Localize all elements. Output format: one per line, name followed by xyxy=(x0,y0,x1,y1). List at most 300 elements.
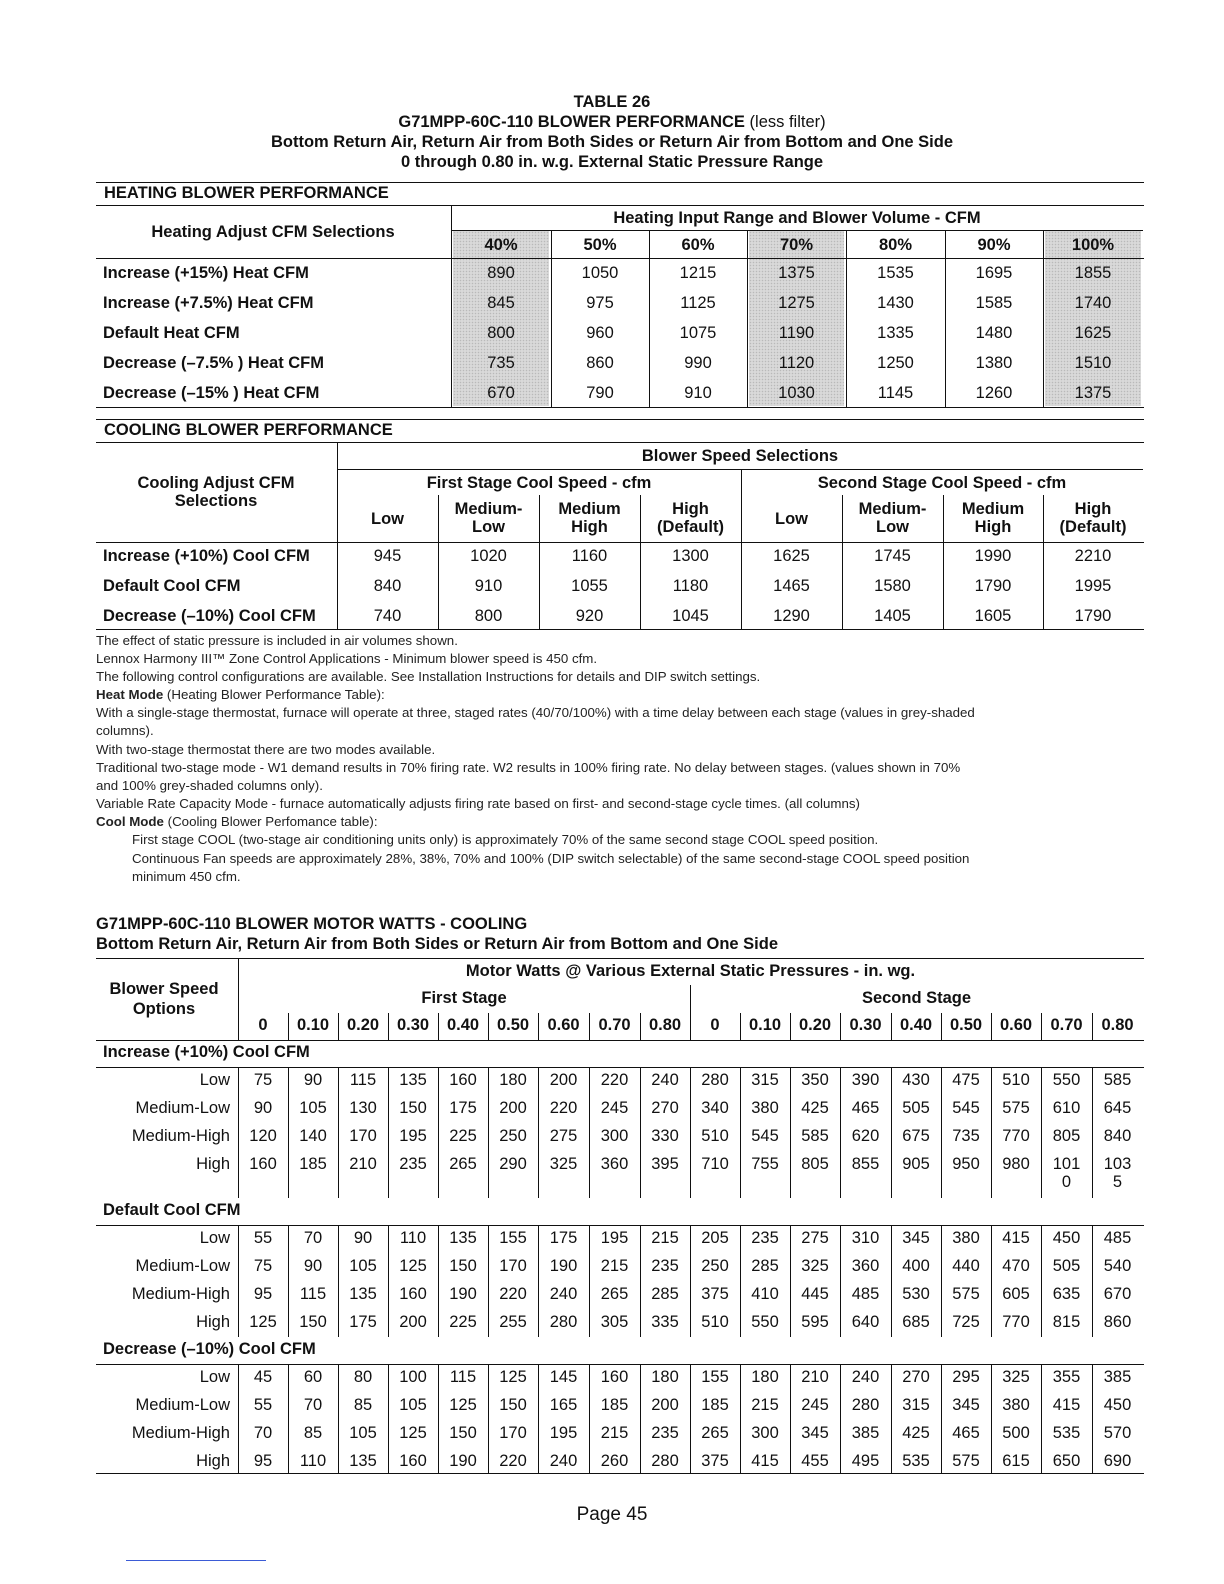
watts-cell: 325 xyxy=(1002,1368,1030,1386)
watts-cell: 170 xyxy=(349,1127,377,1145)
watts-group-label: Increase (+10%) Cool CFM xyxy=(103,1043,310,1061)
watts-pressure-divider xyxy=(1041,1013,1042,1040)
watts-pressure-header: 0.30 xyxy=(849,1016,882,1034)
watts-cell: 175 xyxy=(349,1313,377,1331)
watts-cell: 645 xyxy=(1103,1099,1132,1117)
cooling-cell: 1625 xyxy=(773,547,810,565)
watts-cell: 470 xyxy=(1002,1257,1030,1275)
watts-cell: 45 xyxy=(253,1368,273,1386)
watts-cell: 120 xyxy=(249,1127,277,1145)
watts-group-header: Motor Watts @ Various External Static Pressures - in. wg. xyxy=(465,962,916,980)
heating-cell: 1375 xyxy=(1074,384,1112,402)
cooling-bottom-rule xyxy=(96,629,1144,630)
watts-pressure-divider xyxy=(1092,1013,1093,1040)
watts-cell: 855 xyxy=(851,1155,880,1173)
watts-title: G71MPP-60C-110 BLOWER MOTOR WATTS - COOLING xyxy=(96,915,528,933)
watts-cell: 220 xyxy=(549,1099,578,1117)
watts-cell-wrap: 0 xyxy=(1061,1173,1072,1191)
watts-cell: 105 xyxy=(349,1257,377,1275)
watts-row-label: High xyxy=(196,1155,230,1173)
watts-row-label: Medium-Low xyxy=(135,1099,230,1117)
cooling-row-label: Increase (+10%) Cool CFM xyxy=(103,547,310,565)
watts-cell: 710 xyxy=(701,1155,729,1173)
watts-cell: 90 xyxy=(303,1071,323,1089)
heating-column-header: 60% xyxy=(681,236,715,254)
watts-cell: 905 xyxy=(902,1155,930,1173)
cooling-column-header: Low xyxy=(775,510,808,528)
heating-cell: 910 xyxy=(684,384,712,402)
note-traditional: Traditional two-stage mode - W1 demand results in 70% firing rate. W2 results in 100% firing rate. No delay between stages. (values shown in 70% xyxy=(96,760,961,775)
heating-cell: 1215 xyxy=(679,264,717,282)
cooling-first-stage-header: First Stage Cool Speed - cfm xyxy=(426,474,652,492)
heating-cell: 1535 xyxy=(877,264,914,282)
cooling-group-header: Blower Speed Selections xyxy=(641,447,839,465)
watts-pressure-divider xyxy=(388,1013,389,1040)
heating-cell: 1335 xyxy=(877,324,914,342)
cooling-header-rule xyxy=(96,542,1144,543)
cooling-second-stage-header: Second Stage Cool Speed - cfm xyxy=(817,474,1067,492)
watts-row-label: Medium-High xyxy=(131,1424,230,1442)
table-title-model: G71MPP-60C-110 BLOWER PERFORMANCE xyxy=(398,113,745,131)
watts-cell: 455 xyxy=(801,1452,829,1470)
heating-cell: 1145 xyxy=(877,384,914,402)
heating-subheader-rule xyxy=(451,230,1143,231)
watts-cell: 505 xyxy=(1052,1257,1081,1275)
watts-group-rule xyxy=(96,1364,1144,1365)
note-configurations: The following control configurations are available. See Installation Instructions for details and DIP switch settings. xyxy=(96,669,761,684)
watts-cell: 180 xyxy=(651,1368,679,1386)
watts-cell: 105 xyxy=(299,1099,327,1117)
cooling-column-header: Low xyxy=(876,518,909,536)
watts-cell: 770 xyxy=(1002,1127,1030,1145)
watts-group-label: Decrease (–10%) Cool CFM xyxy=(103,1340,316,1358)
watts-cell: 155 xyxy=(499,1229,527,1247)
watts-cell: 445 xyxy=(801,1285,829,1303)
heating-column-divider xyxy=(945,231,946,407)
watts-cell: 100 xyxy=(399,1368,427,1386)
watts-cell: 815 xyxy=(1052,1313,1081,1331)
watts-cell: 280 xyxy=(701,1071,729,1089)
watts-cell: 585 xyxy=(801,1127,829,1145)
watts-pressure-header: 0.60 xyxy=(547,1016,580,1034)
watts-cell: 325 xyxy=(549,1155,578,1173)
watts-bottom-rule xyxy=(96,1473,1144,1474)
cooling-cell: 2210 xyxy=(1074,547,1112,565)
watts-cell: 215 xyxy=(651,1229,679,1247)
cooling-cell: 920 xyxy=(575,607,604,625)
watts-cell: 805 xyxy=(801,1155,829,1173)
watts-cell: 270 xyxy=(651,1099,679,1117)
cooling-column-header: (Default) xyxy=(1059,518,1127,536)
watts-cell: 95 xyxy=(253,1452,273,1470)
watts-cell: 595 xyxy=(801,1313,829,1331)
watts-cell: 235 xyxy=(751,1229,779,1247)
watts-cell: 735 xyxy=(952,1127,980,1145)
watts-cell: 170 xyxy=(499,1424,527,1442)
watts-cell: 125 xyxy=(399,1257,427,1275)
watts-cell: 345 xyxy=(952,1396,980,1414)
cooling-column-header: Low xyxy=(371,510,404,528)
watts-cell: 620 xyxy=(851,1127,880,1145)
watts-cell: 200 xyxy=(399,1313,427,1331)
watts-cell: 755 xyxy=(751,1155,779,1173)
watts-row-label: Medium-Low xyxy=(135,1396,230,1414)
heating-row-label: Decrease (–7.5% ) Heat CFM xyxy=(103,354,325,372)
cooling-row-header: Selections xyxy=(174,492,258,510)
watts-cell: 770 xyxy=(1002,1313,1030,1331)
watts-pressure-header: 0.20 xyxy=(346,1016,380,1034)
heating-column-header: 70% xyxy=(779,236,814,254)
heating-cell: 670 xyxy=(487,384,515,402)
watts-cell: 280 xyxy=(651,1452,679,1470)
cooling-cell: 1290 xyxy=(773,607,810,625)
watts-cell: 485 xyxy=(1103,1229,1132,1247)
watts-cell: 980 xyxy=(1002,1155,1030,1173)
heating-column-header: 40% xyxy=(484,236,518,254)
watts-pressure-header: 0.80 xyxy=(1101,1016,1134,1034)
heating-cell: 1430 xyxy=(877,294,914,312)
watts-cell: 90 xyxy=(303,1257,323,1275)
watts-cell: 195 xyxy=(600,1229,629,1247)
cooling-cell: 1300 xyxy=(672,547,709,565)
watts-cell: 145 xyxy=(549,1368,578,1386)
watts-pressure-divider xyxy=(840,1013,841,1040)
note-continuous-fan-cont: minimum 450 cfm. xyxy=(132,869,241,884)
watts-cell: 385 xyxy=(1103,1368,1132,1386)
watts-cell: 335 xyxy=(651,1313,679,1331)
heating-cell: 1275 xyxy=(778,294,815,312)
watts-cell: 103 xyxy=(1103,1155,1132,1173)
watts-cell: 330 xyxy=(651,1127,679,1145)
heating-cell: 1125 xyxy=(680,294,716,312)
watts-row-label: Low xyxy=(199,1071,230,1089)
watts-cell: 185 xyxy=(600,1396,629,1414)
heating-cell: 960 xyxy=(586,324,614,342)
note-heat-mode xyxy=(96,687,1146,703)
watts-cell: 90 xyxy=(253,1099,273,1117)
watts-cell: 355 xyxy=(1052,1368,1081,1386)
watts-group-rule xyxy=(96,1225,1144,1226)
cooling-cell: 1180 xyxy=(672,577,709,595)
cooling-cell: 1790 xyxy=(974,577,1012,595)
cooling-group-rule xyxy=(337,469,1143,470)
cooling-row-label: Default Cool CFM xyxy=(103,577,241,595)
watts-cell: 495 xyxy=(851,1452,880,1470)
watts-cell: 690 xyxy=(1103,1452,1132,1470)
watts-cell: 540 xyxy=(1103,1257,1132,1275)
watts-group-rule xyxy=(96,1067,1144,1068)
heating-cell: 1695 xyxy=(975,264,1013,282)
watts-cell: 240 xyxy=(851,1368,880,1386)
watts-cell: 440 xyxy=(952,1257,980,1275)
watts-cell: 550 xyxy=(1052,1071,1081,1089)
cool-mode-text: (Cooling Blower Perfomance table): xyxy=(163,814,378,829)
watts-cell: 475 xyxy=(952,1071,980,1089)
heating-cell: 1480 xyxy=(975,324,1013,342)
watts-cell: 245 xyxy=(600,1099,629,1117)
watts-cell: 605 xyxy=(1002,1285,1030,1303)
watts-cell: 110 xyxy=(299,1452,327,1470)
watts-cell: 150 xyxy=(499,1396,527,1414)
cooling-column-header: High xyxy=(974,518,1012,536)
watts-cell: 235 xyxy=(651,1257,679,1275)
heating-cell: 1120 xyxy=(778,354,815,372)
watts-cell: 585 xyxy=(1103,1071,1132,1089)
watts-cell: 635 xyxy=(1052,1285,1081,1303)
footer-rule xyxy=(126,1560,266,1561)
watts-cell: 485 xyxy=(851,1285,880,1303)
heating-cell: 845 xyxy=(487,294,515,312)
heating-cell: 1380 xyxy=(975,354,1013,372)
watts-cell: 415 xyxy=(1002,1229,1030,1247)
heating-column-header: 80% xyxy=(878,236,913,254)
note-two-stage: With two-stage thermostat there are two modes available. xyxy=(96,742,436,757)
watts-cell: 240 xyxy=(549,1285,578,1303)
watts-cell: 210 xyxy=(801,1368,829,1386)
watts-cell: 95 xyxy=(253,1285,273,1303)
watts-cell: 105 xyxy=(349,1424,377,1442)
watts-cell: 360 xyxy=(851,1257,880,1275)
watts-cell: 150 xyxy=(449,1257,477,1275)
heating-section-header: HEATING BLOWER PERFORMANCE xyxy=(96,182,1144,206)
watts-cell: 545 xyxy=(952,1099,980,1117)
heating-column-divider xyxy=(846,231,847,407)
watts-cell: 505 xyxy=(902,1099,930,1117)
watts-row-label: Medium-Low xyxy=(135,1257,230,1275)
cooling-column-header: High xyxy=(1074,500,1112,518)
watts-pressure-divider xyxy=(790,1013,791,1040)
watts-cell: 725 xyxy=(952,1313,980,1331)
watts-cell: 55 xyxy=(253,1229,273,1247)
watts-pressure-header: 0.50 xyxy=(949,1016,983,1034)
cooling-cell: 1055 xyxy=(571,577,608,595)
watts-pressure-header: 0.30 xyxy=(396,1016,430,1034)
watts-cell: 310 xyxy=(851,1229,880,1247)
watts-cell: 675 xyxy=(902,1127,930,1145)
watts-cell: 465 xyxy=(851,1099,880,1117)
watts-cell: 210 xyxy=(349,1155,377,1173)
watts-cell: 165 xyxy=(549,1396,578,1414)
cooling-column-header: High xyxy=(571,518,608,536)
watts-cell: 85 xyxy=(353,1396,373,1414)
watts-row-header: Options xyxy=(132,1000,196,1018)
watts-cell: 545 xyxy=(751,1127,779,1145)
watts-cell: 255 xyxy=(499,1313,527,1331)
heating-bottom-rule xyxy=(96,407,1144,408)
watts-cell: 140 xyxy=(299,1127,327,1145)
cooling-row-header: Cooling Adjust CFM xyxy=(137,474,295,492)
watts-row-label: Low xyxy=(199,1229,230,1247)
watts-cell: 200 xyxy=(651,1396,679,1414)
watts-cell: 535 xyxy=(902,1452,930,1470)
watts-cell: 530 xyxy=(902,1285,930,1303)
table-number: TABLE 26 xyxy=(573,93,651,111)
watts-cell: 400 xyxy=(902,1257,930,1275)
watts-cell: 115 xyxy=(349,1071,377,1089)
heating-cell: 860 xyxy=(586,354,614,372)
heating-cell: 1855 xyxy=(1074,264,1112,282)
watts-pressure-header: 0 xyxy=(258,1016,268,1034)
watts-cell: 610 xyxy=(1052,1099,1081,1117)
watts-cell: 415 xyxy=(751,1452,779,1470)
watts-group-label: Default Cool CFM xyxy=(103,1201,241,1219)
heating-column-divider xyxy=(1043,231,1044,407)
watts-cell: 190 xyxy=(549,1257,578,1275)
watts-cell: 805 xyxy=(1052,1127,1081,1145)
watts-cell: 75 xyxy=(253,1071,273,1089)
heating-column-header: 50% xyxy=(583,236,617,254)
note-continuous-fan: Continuous Fan speeds are approximately 28%, 38%, 70% and 100% (DIP switch selectable) of the same second-stage COOL speed position xyxy=(132,851,970,866)
watts-cell: 415 xyxy=(1052,1396,1081,1414)
watts-cell: 280 xyxy=(851,1396,880,1414)
watts-pressure-header: 0.70 xyxy=(1050,1016,1083,1034)
watts-cell: 125 xyxy=(499,1368,527,1386)
watts-cell: 185 xyxy=(299,1155,327,1173)
watts-cell: 105 xyxy=(399,1396,427,1414)
heat-mode-text: (Heating Blower Performance Table): xyxy=(163,687,385,702)
cooling-cell: 1045 xyxy=(672,607,709,625)
watts-cell: 135 xyxy=(349,1452,377,1470)
watts-cell: 570 xyxy=(1103,1424,1132,1442)
heating-cell: 1030 xyxy=(778,384,815,402)
heating-header-rule xyxy=(96,258,1144,259)
heating-cell: 790 xyxy=(586,384,614,402)
cooling-cell: 1020 xyxy=(470,547,507,565)
cooling-cell: 1580 xyxy=(874,577,911,595)
heating-row-label: Increase (+15%) Heat CFM xyxy=(103,264,309,282)
watts-cell: 380 xyxy=(1002,1396,1030,1414)
cooling-cell: 1405 xyxy=(874,607,911,625)
note-traditional-cont: and 100% grey-shaded columns only). xyxy=(96,778,323,793)
watts-cell: 115 xyxy=(299,1285,327,1303)
table-title-qualifier: (less filter) xyxy=(744,113,826,131)
watts-cell: 215 xyxy=(751,1396,779,1414)
watts-pressure-divider xyxy=(488,1013,489,1040)
watts-cell: 345 xyxy=(801,1424,829,1442)
watts-cell: 55 xyxy=(253,1396,273,1414)
watts-top-rule xyxy=(96,958,1144,959)
watts-pressure-divider xyxy=(338,1013,339,1040)
heating-cell: 800 xyxy=(487,324,515,342)
watts-cell: 70 xyxy=(253,1424,273,1442)
watts-cell: 265 xyxy=(600,1285,629,1303)
watts-cell: 85 xyxy=(303,1424,323,1442)
heating-cell: 1510 xyxy=(1074,354,1112,372)
watts-subtitle: Bottom Return Air, Return Air from Both Sides or Return Air from Bottom and One Side xyxy=(96,935,779,953)
heating-cell: 1260 xyxy=(975,384,1013,402)
watts-row-label: Medium-High xyxy=(131,1127,230,1145)
heating-cell: 1625 xyxy=(1074,324,1112,342)
watts-cell: 300 xyxy=(600,1127,629,1145)
watts-pressure-divider xyxy=(288,1013,289,1040)
watts-cell: 160 xyxy=(249,1155,277,1173)
watts-cell: 300 xyxy=(751,1424,779,1442)
watts-cell: 190 xyxy=(449,1452,477,1470)
watts-cell: 160 xyxy=(399,1452,427,1470)
heating-column-divider xyxy=(649,231,650,407)
watts-cell: 160 xyxy=(600,1368,629,1386)
watts-pressure-divider xyxy=(438,1013,439,1040)
heating-row-label: Increase (+7.5%) Heat CFM xyxy=(103,294,314,312)
cooling-cell: 1605 xyxy=(974,607,1012,625)
watts-cell: 285 xyxy=(651,1285,679,1303)
watts-row-label: High xyxy=(196,1313,230,1331)
watts-cell: 240 xyxy=(549,1452,578,1470)
heating-cell: 735 xyxy=(487,354,515,372)
watts-cell: 200 xyxy=(549,1071,578,1089)
watts-cell: 245 xyxy=(801,1396,829,1414)
watts-cell: 170 xyxy=(499,1257,527,1275)
watts-pressure-divider xyxy=(941,1013,942,1040)
watts-cell: 225 xyxy=(449,1313,477,1331)
watts-cell: 265 xyxy=(701,1424,729,1442)
watts-cell: 70 xyxy=(303,1396,323,1414)
watts-cell: 650 xyxy=(1052,1452,1081,1470)
watts-second-stage-header: Second Stage xyxy=(861,989,972,1007)
watts-cell: 195 xyxy=(399,1127,427,1145)
note-cool-mode xyxy=(96,814,1146,830)
note-single-stage: With a single-stage thermostat, furnace will operate at three, staged rates (40/70/100%) with a time delay between each stage (values in grey-shaded xyxy=(96,705,975,720)
heating-cell: 1050 xyxy=(581,264,619,282)
watts-cell: 150 xyxy=(399,1099,427,1117)
page-number: Page 45 xyxy=(576,1504,648,1525)
watts-cell: 115 xyxy=(449,1368,477,1386)
cooling-column-header: Medium xyxy=(558,500,621,518)
note-first-stage: First stage COOL (two-stage air conditioning units only) is approximately 70% of the same second stage COOL speed position. xyxy=(132,832,879,847)
table-pressure-range: 0 through 0.80 in. w.g. External Static Pressure Range xyxy=(400,153,824,171)
watts-cell: 75 xyxy=(253,1257,273,1275)
cooling-cell: 1990 xyxy=(974,547,1012,565)
watts-cell: 325 xyxy=(801,1257,829,1275)
watts-cell: 185 xyxy=(701,1396,729,1414)
cooling-column-header: (Default) xyxy=(657,518,724,536)
watts-cell: 125 xyxy=(449,1396,477,1414)
heating-cell: 1585 xyxy=(975,294,1013,312)
cooling-cell: 1995 xyxy=(1074,577,1112,595)
watts-pressure-divider xyxy=(640,1013,641,1040)
heating-cell: 1375 xyxy=(778,264,815,282)
watts-cell: 550 xyxy=(751,1313,779,1331)
watts-cell: 305 xyxy=(600,1313,629,1331)
watts-cell: 205 xyxy=(701,1229,729,1247)
watts-cell: 150 xyxy=(449,1424,477,1442)
watts-cell: 840 xyxy=(1103,1127,1132,1145)
watts-cell: 265 xyxy=(449,1155,477,1173)
watts-cell: 220 xyxy=(499,1452,527,1470)
watts-cell: 220 xyxy=(499,1285,527,1303)
heating-row-header: Heating Adjust CFM Selections xyxy=(151,223,395,241)
watts-cell: 285 xyxy=(751,1257,779,1275)
watts-cell: 235 xyxy=(399,1155,427,1173)
watts-pressure-header: 0.60 xyxy=(999,1016,1033,1034)
heating-row-label: Decrease (–15% ) Heat CFM xyxy=(103,384,320,402)
watts-cell: 575 xyxy=(952,1452,980,1470)
watts-cell: 280 xyxy=(549,1313,578,1331)
cooling-column-header: Medium xyxy=(961,500,1025,518)
heating-column-divider xyxy=(747,231,748,407)
heating-group-header: Heating Input Range and Blower Volume - CFM xyxy=(613,209,981,227)
watts-cell: 240 xyxy=(651,1071,679,1089)
cooling-column-header: Medium- xyxy=(454,500,523,518)
watts-header-rule xyxy=(96,1040,1144,1041)
table-subtitle: Bottom Return Air, Return Air from Both Sides or Return Air from Bottom and One Side xyxy=(270,133,954,151)
heating-cell: 1190 xyxy=(778,324,815,342)
watts-cell: 275 xyxy=(801,1229,829,1247)
watts-cell: 290 xyxy=(499,1155,527,1173)
watts-pressure-header: 0.10 xyxy=(748,1016,782,1034)
watts-cell: 395 xyxy=(651,1155,679,1173)
cooling-label-divider xyxy=(337,443,338,629)
